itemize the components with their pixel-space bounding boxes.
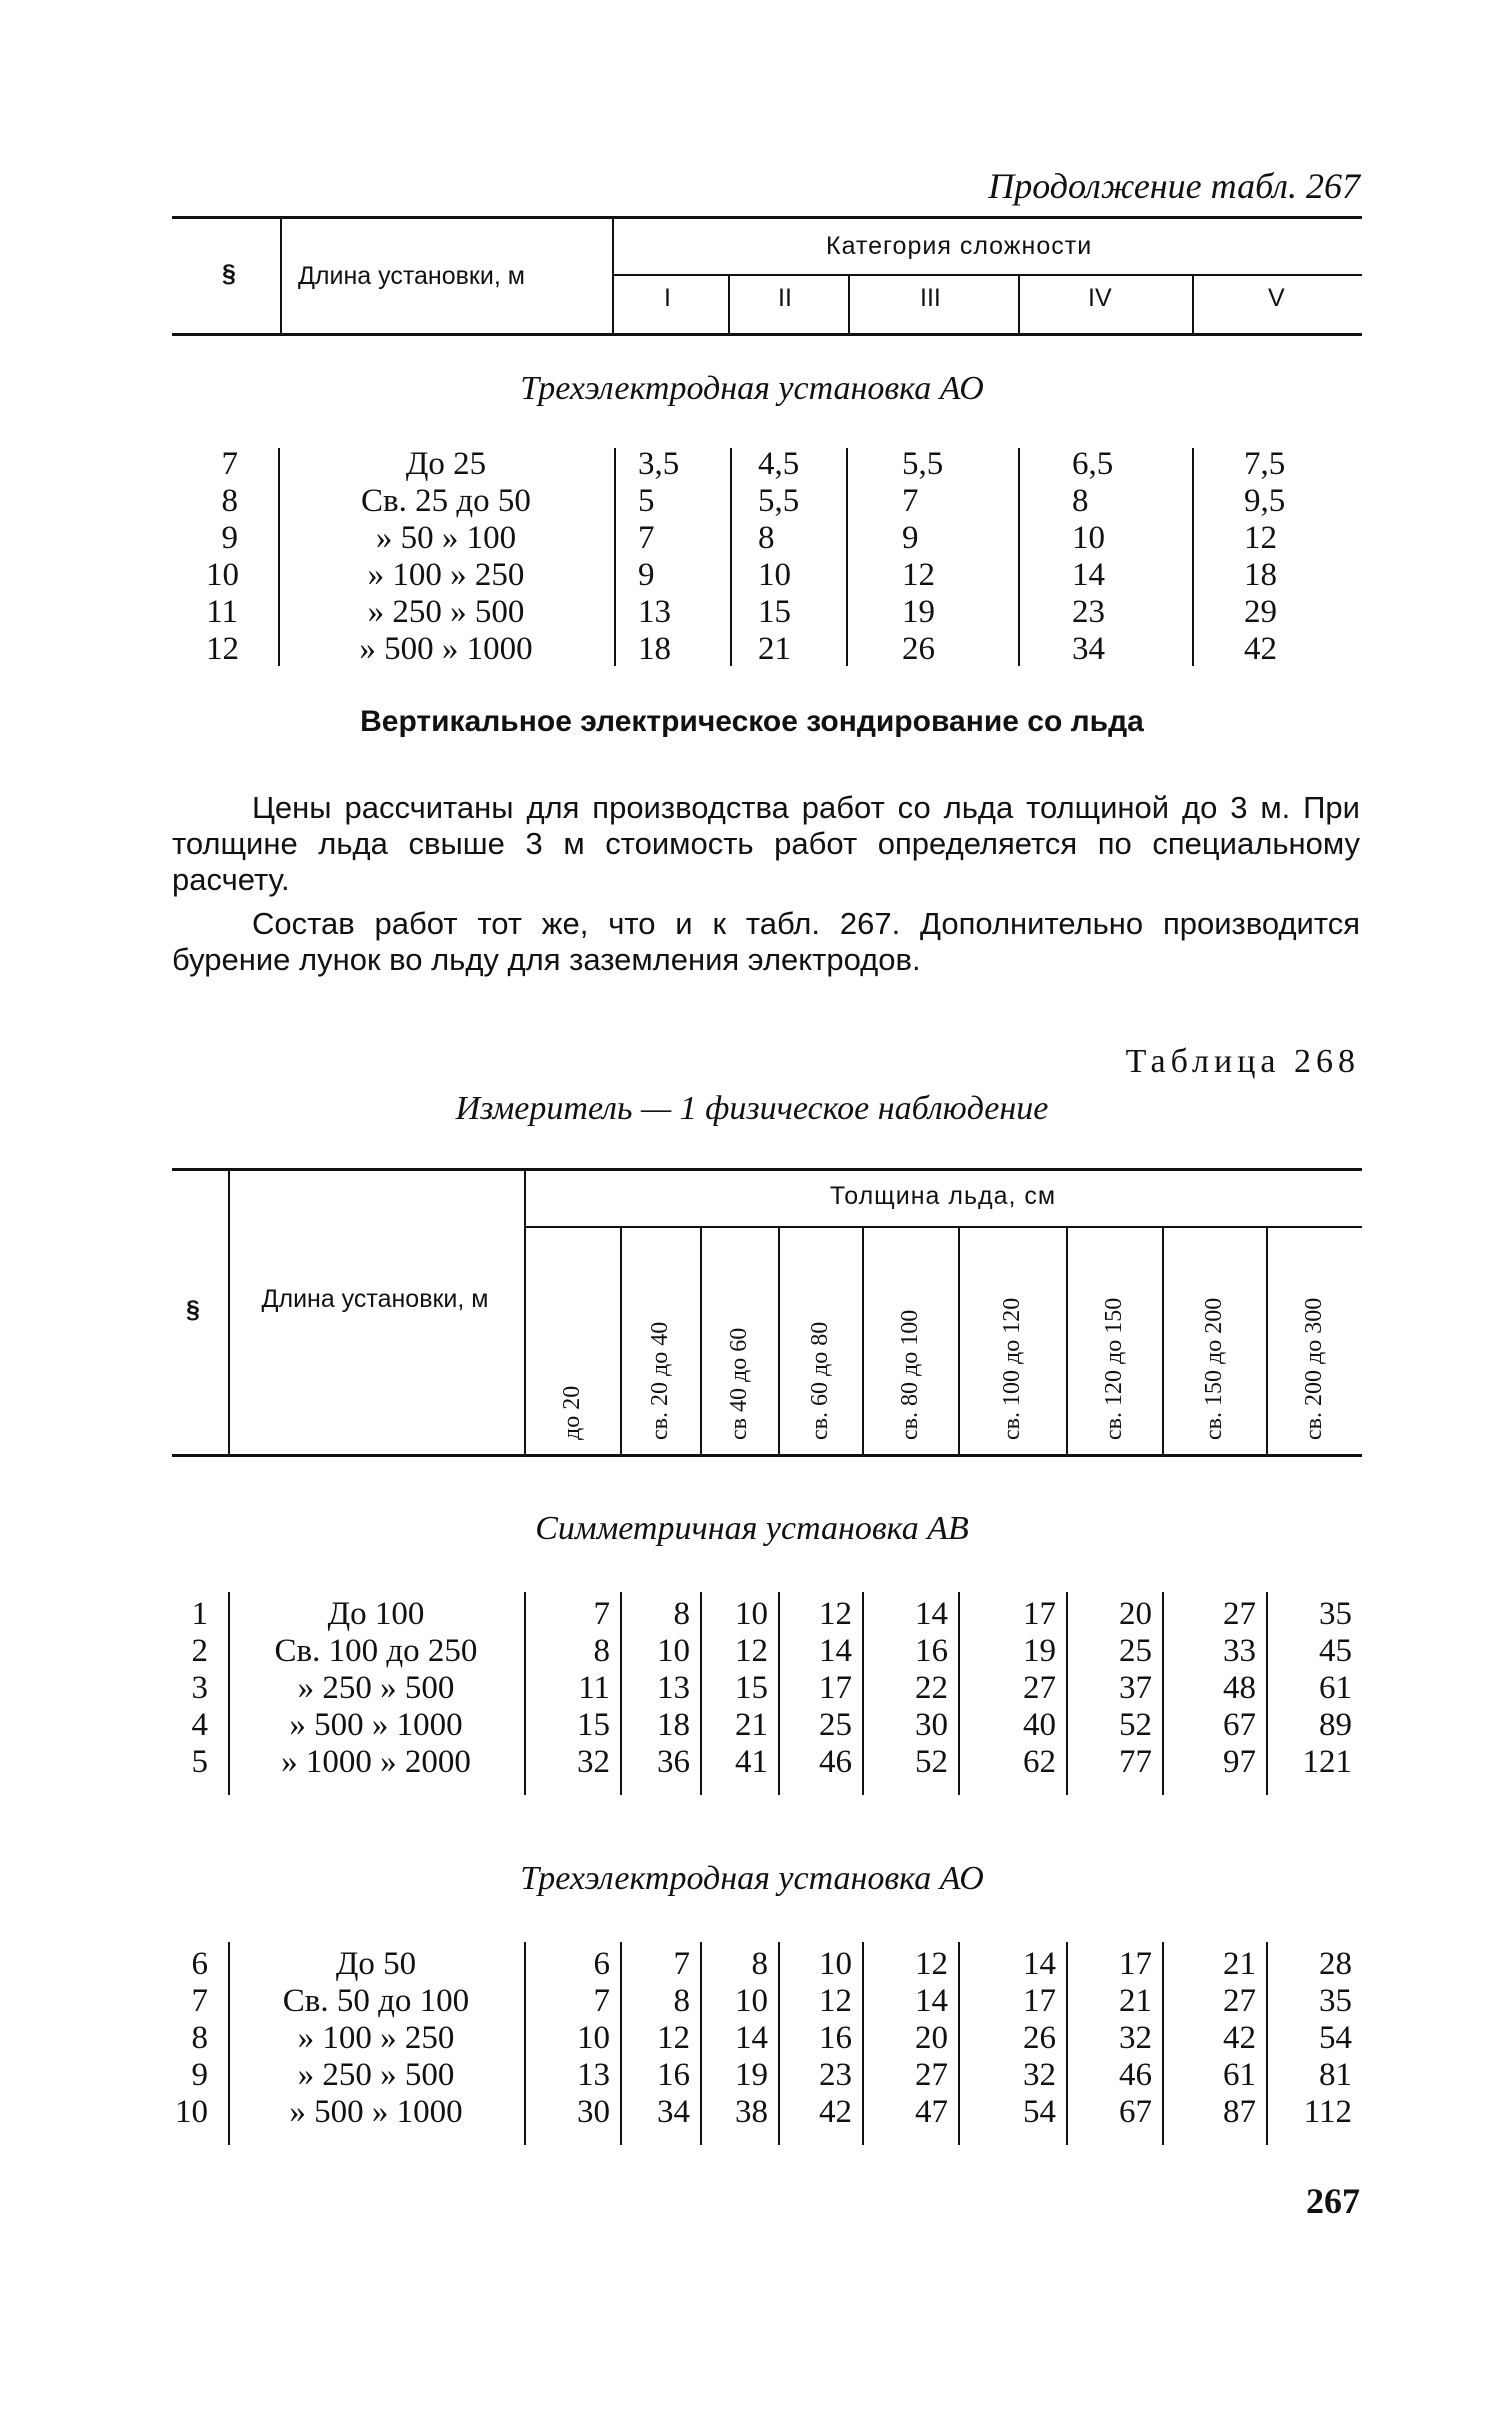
value-cell: 6,5	[1072, 446, 1114, 482]
value-cell: 32	[1119, 2020, 1152, 2056]
value-cell: 10	[735, 1596, 768, 1632]
thickness-col-header: св. 120 до 150	[1101, 1297, 1127, 1440]
value-cell: 97	[1223, 1744, 1256, 1780]
value-cell: 10	[819, 1946, 852, 1982]
value-cell: 121	[1302, 1744, 1352, 1780]
value-cell: 87	[1223, 2094, 1256, 2130]
length-cell: » 250 » 500	[297, 2057, 455, 2093]
value-cell: 14	[1023, 1946, 1056, 1982]
value-cell: 14	[819, 1633, 852, 1669]
value-cell: 27	[1023, 1670, 1056, 1706]
value-cell: 12	[915, 1946, 948, 1982]
value-cell: 8	[593, 1633, 610, 1669]
value-cell: 22	[915, 1670, 948, 1706]
value-cell: 17	[1023, 1983, 1056, 2019]
value-cell: 48	[1223, 1670, 1256, 1706]
value-cell: 67	[1119, 2094, 1152, 2130]
value-cell: 7	[638, 520, 655, 556]
value-cell: 23	[1072, 594, 1105, 630]
value-cell: 34	[1072, 631, 1105, 667]
value-cell: 8	[758, 520, 775, 556]
value-cell: 47	[915, 2094, 948, 2130]
value-cell: 37	[1119, 1670, 1152, 1706]
value-cell: 14	[735, 2020, 768, 2056]
value-cell: 61	[1223, 2057, 1256, 2093]
value-cell: 8	[673, 1983, 690, 2019]
row-number: 7	[221, 446, 238, 482]
value-cell: 10	[758, 557, 791, 593]
value-cell: 18	[638, 631, 671, 667]
value-cell: 41	[735, 1744, 768, 1780]
row-number: 1	[191, 1596, 208, 1632]
value-cell: 15	[735, 1670, 768, 1706]
length-cell: » 500 » 1000	[359, 631, 533, 667]
value-cell: 9	[638, 557, 655, 593]
thickness-col-header: св. 60 до 80	[807, 1321, 833, 1440]
value-cell: 7,5	[1244, 446, 1286, 482]
value-cell: 7	[593, 1596, 610, 1632]
value-cell: 32	[577, 1744, 610, 1780]
value-cell: 10	[657, 1633, 690, 1669]
length-cell: » 100 » 250	[367, 557, 525, 593]
length-cell: Св. 50 до 100	[282, 1983, 470, 2019]
value-cell: 42	[819, 2094, 852, 2130]
row-number: 4	[191, 1707, 208, 1743]
value-cell: 19	[735, 2057, 768, 2093]
value-cell: 33	[1223, 1633, 1256, 1669]
row-number: 11	[206, 594, 238, 630]
value-cell: 36	[657, 1744, 690, 1780]
row-number: 7	[191, 1983, 208, 2019]
length-cell: Св. 25 до 50	[361, 483, 531, 519]
value-cell: 17	[1023, 1596, 1056, 1632]
value-cell: 6	[593, 1946, 610, 1982]
value-cell: 12	[735, 1633, 768, 1669]
value-cell: 52	[915, 1744, 948, 1780]
category-col-header: III	[920, 284, 941, 312]
row-number: 9	[191, 2057, 208, 2093]
value-cell: 77	[1119, 1744, 1152, 1780]
value-cell: 30	[577, 2094, 610, 2130]
value-cell: 21	[1119, 1983, 1152, 2019]
thickness-header: Толщина льда, см	[829, 1182, 1057, 1210]
value-cell: 13	[638, 594, 671, 630]
page-number: 267	[1306, 2181, 1360, 2221]
length-cell: До 100	[327, 1596, 425, 1632]
value-cell: 35	[1319, 1983, 1352, 2019]
value-cell: 46	[1119, 2057, 1152, 2093]
value-cell: 21	[758, 631, 791, 667]
measure-caption: Измеритель — 1 физическое наблюдение	[455, 1090, 1049, 1127]
value-cell: 7	[673, 1946, 690, 1982]
row-number: 8	[191, 2020, 208, 2056]
value-cell: 26	[1023, 2020, 1056, 2056]
section-title: Трехэлектродная установка АО	[520, 370, 984, 407]
thickness-col-header: св. 20 до 40	[647, 1321, 673, 1440]
value-cell: 61	[1319, 1670, 1352, 1706]
value-cell: 8	[751, 1946, 768, 1982]
value-cell: 46	[819, 1744, 852, 1780]
value-cell: 17	[1119, 1946, 1152, 1982]
value-cell: 25	[1119, 1633, 1152, 1669]
value-cell: 7	[593, 1983, 610, 2019]
value-cell: 9	[902, 520, 919, 556]
length-cell: До 50	[335, 1946, 417, 1982]
value-cell: 14	[915, 1596, 948, 1632]
value-cell: 21	[1223, 1946, 1256, 1982]
value-cell: 10	[1072, 520, 1105, 556]
value-cell: 5,5	[758, 483, 800, 519]
length-cell: » 500 » 1000	[289, 2094, 463, 2130]
value-cell: 19	[1023, 1633, 1056, 1669]
length-cell: » 250 » 500	[297, 1670, 455, 1706]
length-cell: » 1000 » 2000	[281, 1744, 471, 1780]
value-cell: 15	[577, 1707, 610, 1743]
value-cell: 45	[1319, 1633, 1352, 1669]
row-number: 9	[221, 520, 238, 556]
row-number: 5	[191, 1744, 208, 1780]
value-cell: 8	[1072, 483, 1089, 519]
value-cell: 7	[902, 483, 919, 519]
length-cell: » 250 » 500	[367, 594, 525, 630]
value-cell: 112	[1303, 2094, 1352, 2130]
value-cell: 42	[1223, 2020, 1256, 2056]
value-cell: 16	[657, 2057, 690, 2093]
value-cell: 27	[1223, 1596, 1256, 1632]
value-cell: 12	[819, 1596, 852, 1632]
value-cell: 25	[819, 1707, 852, 1743]
value-cell: 13	[657, 1670, 690, 1706]
thickness-col-header: св. 200 до 300	[1301, 1297, 1327, 1440]
continuation-caption: Продолжение табл. 267	[988, 166, 1360, 206]
value-cell: 13	[577, 2057, 610, 2093]
length-cell: Св. 100 до 250	[274, 1633, 478, 1669]
value-cell: 15	[758, 594, 791, 630]
value-cell: 12	[657, 2020, 690, 2056]
col-length-header: Длина установки, м	[298, 262, 525, 290]
value-cell: 18	[1244, 557, 1277, 593]
value-cell: 67	[1223, 1707, 1256, 1743]
value-cell: 38	[735, 2094, 768, 2130]
row-number: 10	[175, 2094, 208, 2130]
value-cell: 8	[673, 1596, 690, 1632]
col-num-header: §	[222, 260, 236, 288]
value-cell: 27	[1223, 1983, 1256, 2019]
value-cell: 18	[657, 1707, 690, 1743]
value-cell: 42	[1244, 631, 1277, 667]
value-cell: 62	[1023, 1744, 1056, 1780]
category-col-header: I	[664, 284, 671, 312]
value-cell: 52	[1119, 1707, 1152, 1743]
value-cell: 16	[915, 1633, 948, 1669]
thickness-col-header: св. 100 до 120	[999, 1297, 1025, 1440]
category-col-header: II	[778, 284, 792, 312]
length-cell: » 500 » 1000	[289, 1707, 463, 1743]
value-cell: 34	[657, 2094, 690, 2130]
value-cell: 27	[915, 2057, 948, 2093]
value-cell: 20	[915, 2020, 948, 2056]
col-length-header: Длина установки, м	[261, 1285, 489, 1313]
row-number: 2	[191, 1633, 208, 1669]
value-cell: 40	[1023, 1707, 1056, 1743]
value-cell: 54	[1319, 2020, 1352, 2056]
value-cell: 26	[902, 631, 935, 667]
category-col-header: IV	[1088, 284, 1112, 312]
value-cell: 54	[1023, 2094, 1056, 2130]
value-cell: 23	[819, 2057, 852, 2093]
thickness-col-header: св. 80 до 100	[897, 1309, 923, 1440]
thickness-col-header: до 20	[559, 1385, 585, 1440]
thickness-col-header: св. 150 до 200	[1201, 1297, 1227, 1440]
value-cell: 17	[819, 1670, 852, 1706]
value-cell: 16	[819, 2020, 852, 2056]
value-cell: 20	[1119, 1596, 1152, 1632]
section-heading: Вертикальное электрическое зондирование со льда	[360, 705, 1144, 738]
row-number: 10	[206, 557, 239, 593]
paragraph: Состав работ тот же, что и к табл. 267. Дополнительно производится бурение лунок во льду для заземления электродов.	[172, 906, 1360, 977]
thickness-col-header: св 40 до 60	[726, 1327, 752, 1440]
value-cell: 12	[902, 557, 935, 593]
paragraph: Цены рассчитаны для производства работ со льда толщиной до 3 м. При толщине льда свыше 3 м стоимость работ определяется по специальному расчету.	[172, 790, 1360, 897]
value-cell: 81	[1319, 2057, 1352, 2093]
value-cell: 14	[915, 1983, 948, 2019]
value-cell: 32	[1023, 2057, 1056, 2093]
value-cell: 10	[577, 2020, 610, 2056]
value-cell: 5,5	[902, 446, 944, 482]
value-cell: 12	[819, 1983, 852, 2019]
value-cell: 12	[1244, 520, 1277, 556]
length-cell: » 50 » 100	[375, 520, 517, 556]
table-number-caption: Таблица 268	[1125, 1043, 1360, 1080]
value-cell: 89	[1319, 1707, 1352, 1743]
row-number: 3	[191, 1670, 208, 1706]
category-header: Категория сложности	[826, 232, 1093, 260]
value-cell: 4,5	[758, 446, 800, 482]
section-title: Трехэлектродная установка АО	[520, 1860, 984, 1897]
value-cell: 29	[1244, 594, 1277, 630]
value-cell: 21	[735, 1707, 768, 1743]
value-cell: 5	[638, 483, 655, 519]
value-cell: 3,5	[638, 446, 680, 482]
length-cell: До 25	[405, 446, 487, 482]
length-cell: » 100 » 250	[297, 2020, 455, 2056]
value-cell: 10	[735, 1983, 768, 2019]
row-number: 12	[206, 631, 239, 667]
value-cell: 9,5	[1244, 483, 1286, 519]
value-cell: 35	[1319, 1596, 1352, 1632]
value-cell: 11	[578, 1670, 610, 1706]
section-title: Симметричная установка АВ	[535, 1510, 969, 1547]
value-cell: 19	[902, 594, 935, 630]
value-cell: 28	[1319, 1946, 1352, 1982]
row-number: 6	[191, 1946, 208, 1982]
value-cell: 14	[1072, 557, 1105, 593]
category-col-header: V	[1268, 284, 1285, 312]
col-num-header: §	[186, 1296, 200, 1324]
value-cell: 30	[915, 1707, 948, 1743]
row-number: 8	[221, 483, 238, 519]
